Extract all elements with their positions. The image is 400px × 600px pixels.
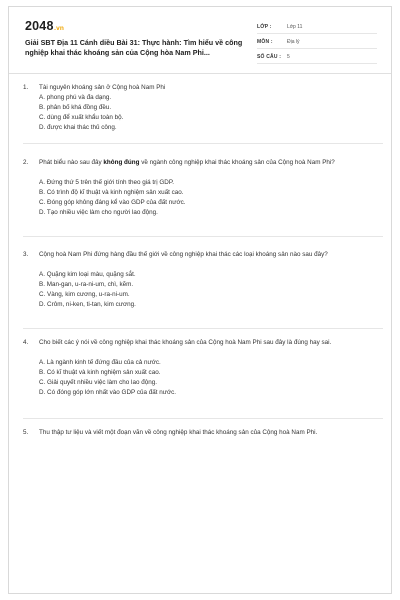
meta-row-mon — [257, 34, 377, 49]
option-b: B. Có kĩ thuật và kinh nghiệm sản xuất cao. — [39, 369, 161, 376]
question-2 — [23, 158, 383, 228]
option-a: A. phong phú và đa dạng. — [39, 94, 112, 101]
question-divider — [23, 328, 383, 329]
mon-value: Địa lý — [287, 39, 300, 45]
option-c: C. dùng để xuất khẩu toàn bộ. — [39, 114, 124, 121]
site-logo[interactable] — [25, 19, 64, 33]
question-stem: Thu thập tư liệu và viết một đoạn văn về công nghiệp khai thác khoáng sản của Cộng hoà Nam Phi. — [39, 429, 318, 436]
option-a: A. Quặng kim loại màu, quặng sắt. — [39, 271, 136, 278]
question-stem: Cho biết các ý nói về công nghiệp khai thác khoáng sản của Cộng hoà Nam Phi sau đây là đúng hay sai. — [39, 339, 332, 346]
question-1 — [23, 83, 383, 143]
logo-text: 2048 — [25, 19, 54, 33]
question-5 — [23, 428, 383, 452]
logo-domain: .vn — [54, 25, 65, 32]
lop-value: Lớp 11 — [287, 24, 303, 30]
question-number: 4. — [23, 339, 29, 346]
options-list — [39, 93, 379, 133]
option-d: D. Có đóng góp lớn nhất vào GDP của đất nước. — [39, 389, 176, 396]
option-a: A. Đứng thứ 5 trên thế giới tính theo giá trị GDP. — [39, 179, 174, 186]
option-d: D. được khai thác thủ công. — [39, 124, 117, 131]
meta-row-socau — [257, 49, 377, 64]
header-divider — [9, 73, 391, 74]
stem-emphasis: không đúng — [103, 159, 140, 166]
question-number: 1. — [23, 84, 29, 91]
question-stem: Tài nguyên khoáng sản ở Cộng hoà Nam Phi — [39, 84, 166, 91]
question-number: 5. — [23, 429, 29, 436]
option-c: C. Vàng, kim cương, u-ra-ni-um. — [39, 291, 130, 298]
meta-panel — [257, 19, 377, 64]
question-3 — [23, 250, 383, 320]
document-title: Giải SBT Địa 11 Cánh diều Bài 31: Thực hành: Tìm hiểu về công nghiệp khai thác khoáng sản của Cộng hòa Nam Phi... — [25, 38, 243, 57]
question-stem: Cộng hoà Nam Phi đứng hàng đầu thế giới về công nghiệp khai thác các loại khoáng sản nào sau đây? — [39, 251, 328, 258]
options-list — [39, 178, 379, 218]
question-number: 3. — [23, 251, 29, 258]
option-b: B. Có trình độ kĩ thuật và kinh nghiệm sản xuất cao. — [39, 189, 184, 196]
option-b: B. phân bố khá đồng đều. — [39, 104, 112, 111]
question-divider — [23, 143, 383, 144]
question-divider — [23, 236, 383, 237]
question-stem — [39, 158, 379, 168]
socau-label: SỐ CÂU : — [257, 54, 282, 60]
options-list — [39, 270, 379, 310]
meta-row-lop — [257, 19, 377, 34]
lop-label: LỚP : — [257, 24, 272, 30]
option-c: C. Đóng góp không đáng kể vào GDP của đất nước. — [39, 199, 186, 206]
question-divider — [23, 418, 383, 419]
option-c: C. Giải quyết nhiều việc làm cho lao động. — [39, 379, 157, 386]
stem-text-pre: Phát biểu nào sau đây — [39, 159, 104, 166]
option-b: B. Man-gan, u-ra-ni-um, chì, kẽm. — [39, 281, 134, 288]
question-4 — [23, 338, 383, 408]
option-a: A. Là ngành kinh tế đứng đầu của cả nước. — [39, 359, 161, 366]
option-d: D. Crôm, ni-ken, ti-tan, kim cương. — [39, 301, 136, 308]
stem-text-post: về ngành công nghiệp khai thác khoáng sản của Cộng hoà Nam Phi? — [139, 159, 335, 166]
socau-value: 5 — [287, 54, 290, 60]
mon-label: MÔN : — [257, 39, 273, 45]
question-number: 2. — [23, 159, 29, 166]
document-page — [8, 6, 392, 594]
options-list — [39, 358, 379, 398]
document-header — [9, 7, 391, 69]
option-d: D. Tạo nhiều việc làm cho người lao động. — [39, 209, 158, 216]
